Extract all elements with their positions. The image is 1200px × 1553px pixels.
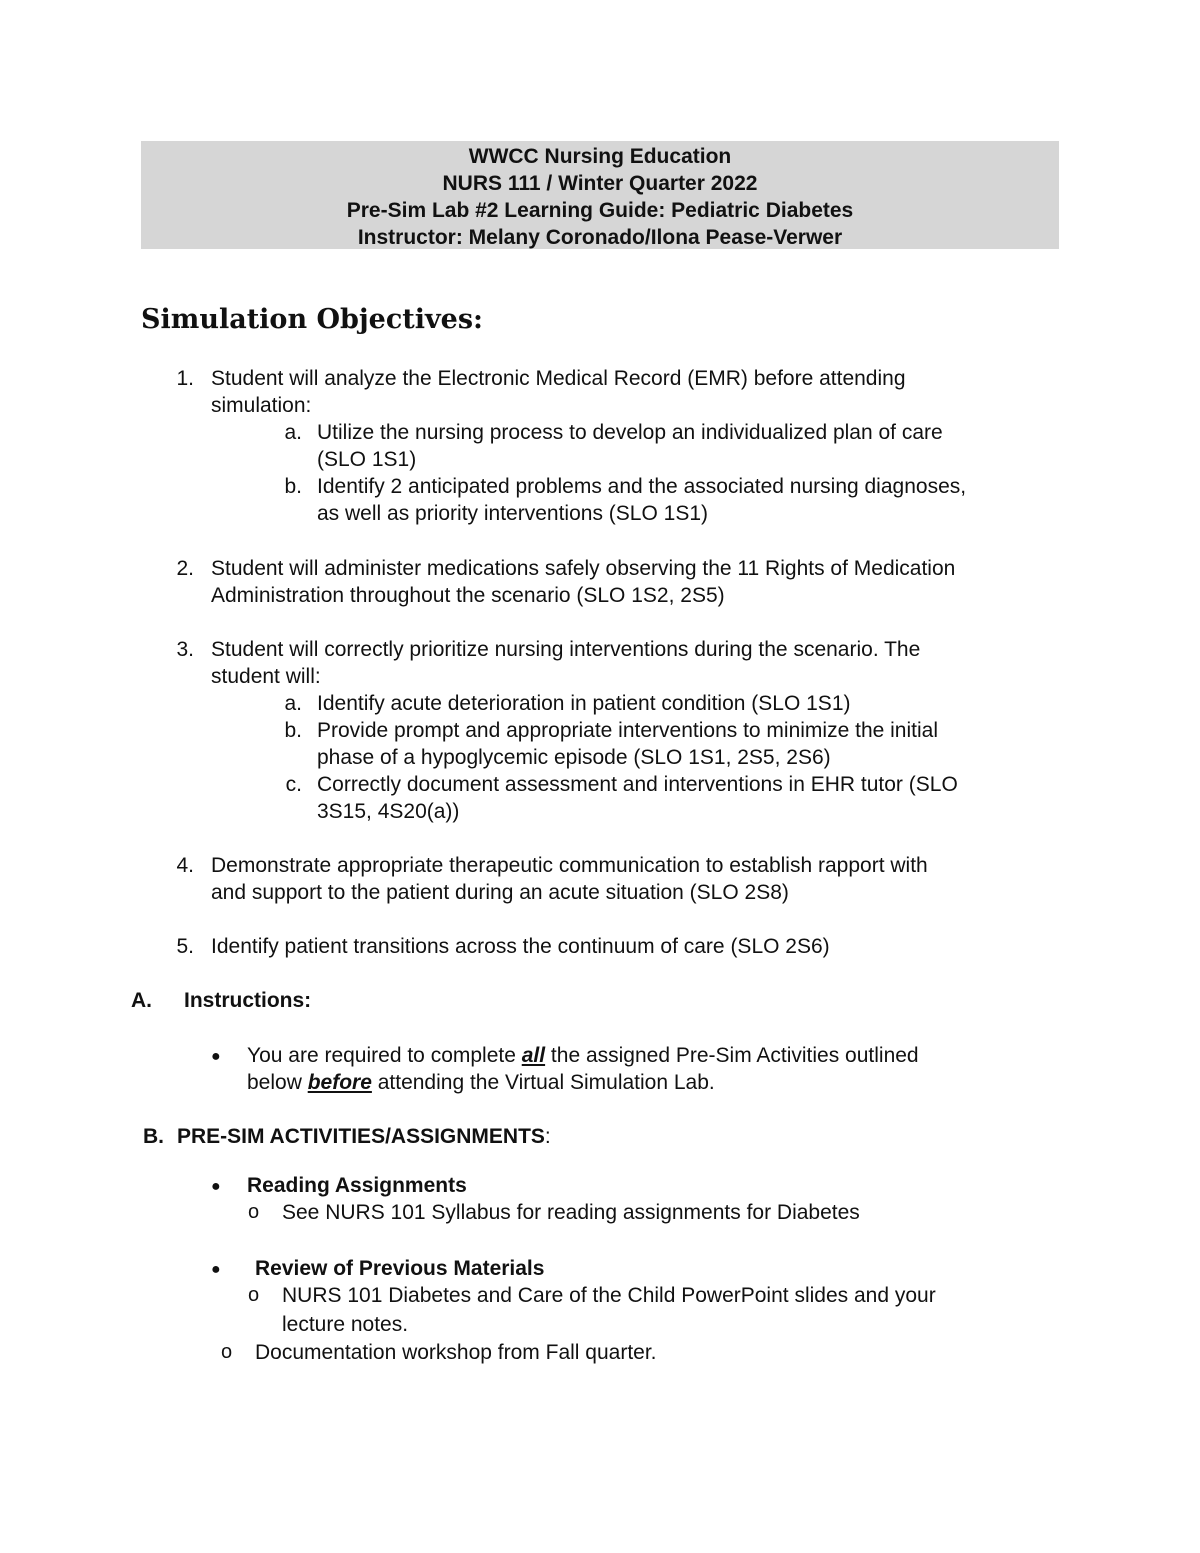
reading-assignments-heading: Reading Assignments [247,1174,467,1197]
objective-text-line: Administration throughout the scenario (SLO 1S2, 2S5) [211,584,725,607]
sub-objective-text-line: Identify acute deterioration in patient condition (SLO 1S1) [317,692,851,715]
header-guide-title: Pre-Sim Lab #2 Learning Guide: Pediatric Diabetes [346,199,854,222]
bullet-icon: ● [211,1178,221,1195]
objectives-title: Simulation Objectives: [141,304,484,335]
sub-objective-text-line: as well as priority interventions (SLO 1S1) [317,502,708,525]
sub-objective-marker: c. [285,773,302,796]
presim-heading [177,1123,551,1150]
header-course: NURS 111 / Winter Quarter 2022 [442,172,758,195]
emphasis-all: all [521,1044,546,1067]
presim-heading-text: PRE-SIM ACTIVITIES/ASSIGNMENTS [177,1125,545,1148]
objective-text-line: Student will administer medications safely observing the 11 Rights of Medication [211,557,956,580]
header-instructors: Instructor: Melany Coronado/Ilona Pease-Verwer [357,226,843,249]
objective-marker: 5. [176,935,194,958]
sub-objective-text-line: (SLO 1S1) [317,448,417,471]
objective-text-line: and support to the patient during an acute situation (SLO 2S8) [211,881,789,904]
review-item-line: Documentation workshop from Fall quarter. [255,1341,657,1364]
objective-text-line: simulation: [211,394,312,417]
sub-bullet-icon: o [248,1284,260,1306]
presim-marker: B. [143,1125,164,1148]
sub-objective-text-line: Utilize the nursing process to develop an individualized plan of care [317,421,943,444]
emphasis-before: before [307,1071,372,1094]
instructions-text: the assigned Pre-Sim Activities outlined [545,1044,919,1067]
instructions-text: attending the Virtual Simulation Lab. [371,1071,715,1094]
sub-objective-marker: b. [284,719,302,742]
instructions-heading: Instructions: [184,989,312,1012]
instructions-text: You are required to complete [247,1044,522,1067]
sub-objective-marker: a. [284,421,302,444]
presim-heading-colon: : [544,1125,551,1148]
review-item-line: NURS 101 Diabetes and Care of the Child PowerPoint slides and your [282,1284,936,1307]
objective-text-line: Identify patient transitions across the continuum of care (SLO 2S6) [211,935,830,958]
header-institution: WWCC Nursing Education [468,145,732,168]
review-materials-heading: Review of Previous Materials [255,1257,545,1280]
sub-objective-text-line: Provide prompt and appropriate interventions to minimize the initial [317,719,938,742]
sub-objective-marker: a. [284,692,302,715]
sub-bullet-icon: o [221,1341,233,1363]
objective-text-line: Demonstrate appropriate therapeutic communication to establish rapport with [211,854,928,877]
objective-text-line: student will: [211,665,321,688]
review-item-line: lecture notes. [282,1313,409,1336]
sub-objective-marker: b. [284,475,302,498]
document-header [141,141,1059,249]
objective-text-line: Student will analyze the Electronic Medical Record (EMR) before attending [211,367,906,390]
objective-marker: 3. [176,638,194,661]
sub-objective-text-line: phase of a hypoglycemic episode (SLO 1S1, 2S5, 2S6) [317,746,831,769]
sub-objective-text-line: Identify 2 anticipated problems and the associated nursing diagnoses, [317,475,967,498]
instructions-text-line [247,1069,715,1096]
bullet-icon: ● [211,1048,221,1065]
sub-objective-text-line: 3S15, 4S20(a)) [317,800,460,823]
reading-assignment-item: See NURS 101 Syllabus for reading assignments for Diabetes [282,1201,860,1224]
objective-marker: 1. [176,367,194,390]
instructions-text: below [247,1071,308,1094]
sub-objective-text-line: Correctly document assessment and interventions in EHR tutor (SLO [317,773,958,796]
objective-marker: 2. [176,557,194,580]
objective-marker: 4. [176,854,194,877]
instructions-marker: A. [131,989,152,1012]
instructions-text-line [247,1042,919,1069]
objective-text-line: Student will correctly prioritize nursing interventions during the scenario. The [211,638,921,661]
sub-bullet-icon: o [248,1201,260,1223]
bullet-icon: ● [211,1261,221,1278]
